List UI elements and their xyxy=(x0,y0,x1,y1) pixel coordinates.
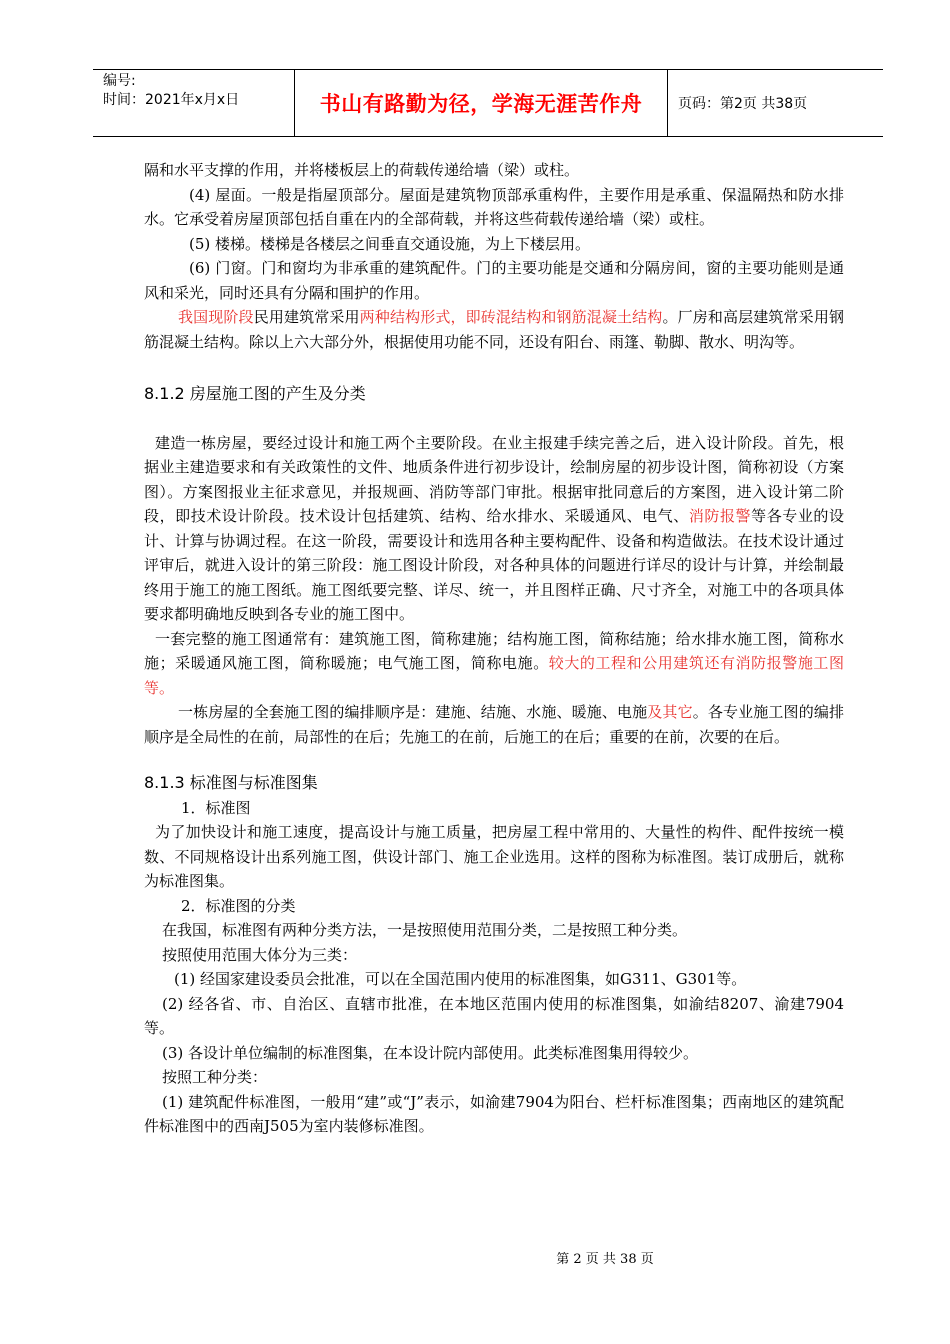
paragraph-text: 等各专业的设计、计算与协调过程。在这一阶段，需要设计和选用各种主要构配件、设备和构造做法。在技术设计通过评审后，就进入设计的第三阶段：施工图设计阶段，对各种具体的问题进行详尽的设计与计算，并绘制最终用于施工的施工图纸。施工图纸要完整、详尽、统一，并且图样正确、尺寸齐全，对施工中的各项具体要求都明确地反映到各专业的施工图中。 xyxy=(144,507,844,623)
paragraph: (1) 经国家建设委员会批准，可以在全国范围内使用的标准图集，如G311、G301等。 xyxy=(174,970,747,988)
document-body xyxy=(144,158,844,1139)
section-heading: 8.1.2 房屋施工图的产生及分类 xyxy=(144,384,366,403)
paragraph-text: 一栋房屋的全套施工图的编排顺序是：建施、结施、水施、暖施、电施 xyxy=(178,703,648,721)
page-indicator: 页码：第2页 共38页 xyxy=(678,96,808,112)
paragraph xyxy=(144,431,844,627)
paragraph: (2) 经各省、市、自治区、直辖市批准，在本地区范围内使用的标准图集，如渝结8207、渝建7904等。 xyxy=(144,994,844,1037)
paragraph: 在我国，标准图有两种分类方法，一是按照使用范围分类，二是按照工种分类。 xyxy=(162,921,688,939)
paragraph-text: (6) 门窗。门和窗均为非承重的建筑配件。门的主要功能是交通和分隔房间，窗的主要功能则是通风和采光，同时还具有分隔和围护的作用。 xyxy=(144,259,844,302)
section-heading: 8.1.3 标准图与标准图集 xyxy=(144,773,318,792)
highlight-text: 消防报警 xyxy=(688,507,752,525)
highlight-text: 两种结构形式，即砖混结构和钢筋混凝土结构 xyxy=(359,308,663,326)
paragraph-text: 民用建筑常采用 xyxy=(253,308,360,326)
header-divider xyxy=(667,70,668,136)
paragraph xyxy=(144,183,844,232)
paragraph: 按照工种分类： xyxy=(162,1068,268,1086)
paragraph xyxy=(144,700,844,749)
highlight-text: 较大的工程和公用建筑还有消防报警施工图等。 xyxy=(144,654,844,697)
subheading: 1．标准图 xyxy=(181,798,251,817)
paragraph xyxy=(144,232,844,257)
paragraph: 按照使用范围大体分为三类： xyxy=(162,945,358,964)
paragraph xyxy=(144,256,844,305)
paragraph: 为了加快设计和施工速度，提高设计与施工质量，把房屋工程中常用的、大量性的构件、配件按统一模数、不同规格设计出系列施工图，供设计部门、施工企业选用。这样的图称为标准图。装订成册后，就称为标准图集。 xyxy=(144,823,844,890)
paragraph-text: (4) 屋面。一般是指屋顶部分。屋面是建筑物顶部承重构件，主要作用是承重、保温隔热和防水排水。它承受着房屋顶部包括自重在内的全部荷载，并将这些荷载传递给墙（梁）或柱。 xyxy=(144,185,844,228)
footer-page-number: 第 2 页 共 38 页 xyxy=(556,1252,654,1267)
time-label: 时间：2021年x月x日 xyxy=(103,92,240,108)
paragraph: (3) 各设计单位编制的标准图集，在本设计院内部使用。此类标准图集用得较少。 xyxy=(162,1043,699,1062)
paragraph xyxy=(144,158,844,183)
subheading: 2．标准图的分类 xyxy=(181,896,296,915)
page-footer xyxy=(0,1248,950,1267)
paragraph-text: 一套完整的施工图通常有：建筑施工图，简称建施；结构施工图，简称结施；给水排水施工图，简称水施；采暖通风施工图，简称暖施；电气施工图，简称电施。 xyxy=(144,629,844,672)
number-label: 编号: xyxy=(103,73,136,89)
highlight-text: 我国现阶段 xyxy=(178,308,254,326)
highlight-text: 及其它 xyxy=(647,703,693,721)
paragraph xyxy=(144,627,844,701)
header-motto: 书山有路勤为径，学海无涯苦作舟 xyxy=(319,92,643,116)
paragraph xyxy=(144,305,844,354)
paragraph-text: 建造一栋房屋，要经过设计和施工两个主要阶段。在业主报建手续完善之后，进入设计阶段。首先，根据业主建造要求和有关政策性的文件、地质条件进行初步设计，绘制房屋的初步设计图，简称初设（方案图）。方案图报业主征求意见，并报规画、消防等部门审批。根据审批同意后的方案图，进入设计第二阶段，即技术设计阶段。技术设计包括建筑、结构、给水排水、采暖通风、电气、 xyxy=(144,433,844,525)
header-meta xyxy=(103,70,293,136)
page-header xyxy=(93,69,883,137)
paragraph-text: (5) 楼梯。楼梯是各楼层之间垂直交通设施，为上下楼层用。 xyxy=(189,234,591,253)
paragraph: (1) 建筑配件标准图，一般用“建”或“J”表示，如渝建7904为阳台、栏杆标准图集；西南地区的建筑配件标准图中的西南J505为室内装修标准图。 xyxy=(144,1092,844,1135)
paragraph-text: 。厂房和高层建筑常采用钢筋混凝土结构。除以上六大部分外，根据使用功能不同，还设有阳台、雨篷、勒脚、散水、明沟等。 xyxy=(144,308,844,351)
paragraph-text: 。各专业施工图的编排顺序是全局性的在前，局部性的在后；先施工的在前，后施工的在后；重要的在前，次要的在后。 xyxy=(144,703,844,746)
paragraph-text: 隔和水平支撑的作用，并将楼板层上的荷载传递给墙（梁）或柱。 xyxy=(144,161,580,179)
